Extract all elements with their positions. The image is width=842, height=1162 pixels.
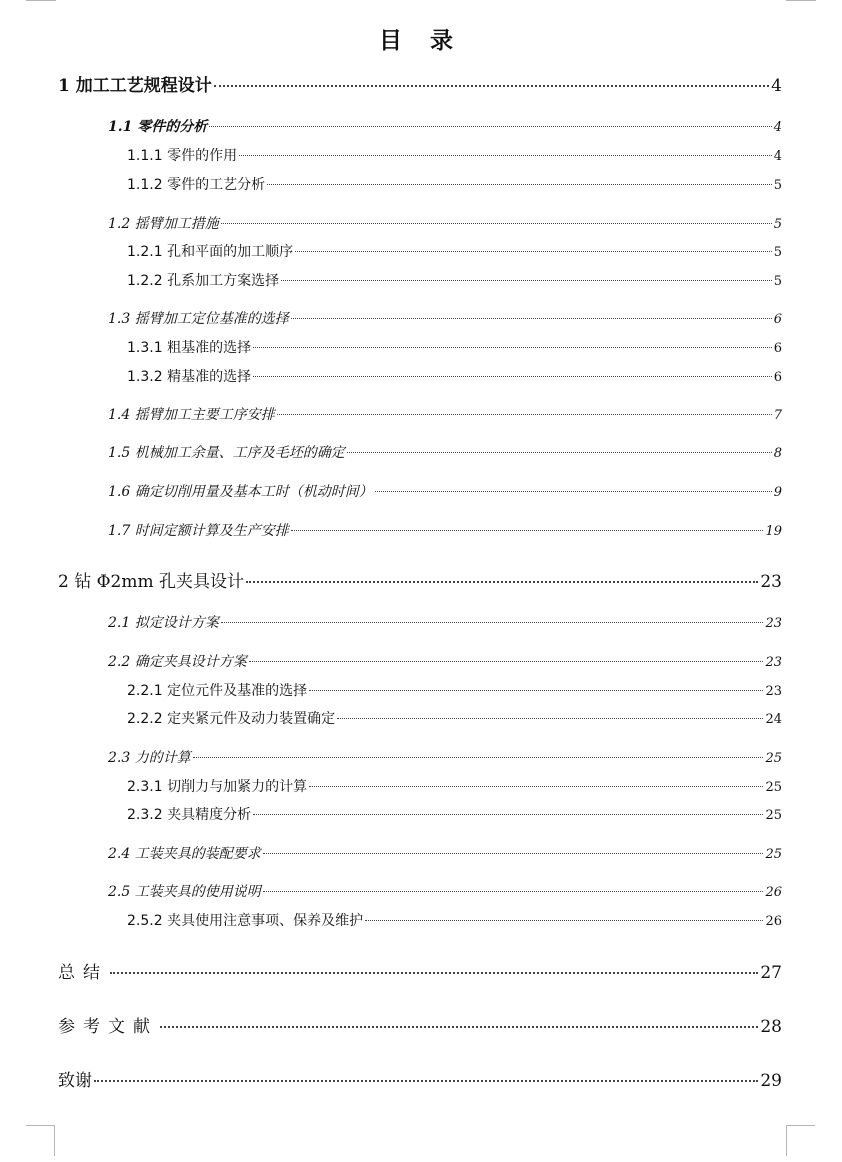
- toc-entry: [127, 145, 782, 165]
- crop-mark-bottom-left: [26, 1125, 55, 1156]
- dot-leader: [281, 280, 772, 281]
- dot-leader: [253, 814, 763, 815]
- toc-entry: [58, 567, 782, 592]
- toc-entry-page-number: 5: [773, 178, 782, 193]
- dot-leader: [309, 690, 763, 691]
- dot-leader: [267, 184, 772, 185]
- dot-leader: [309, 786, 763, 787]
- toc-entry: [108, 651, 782, 671]
- dot-leader: [347, 452, 772, 453]
- toc-entry-label: 2.3.2 夹具精度分析: [127, 807, 252, 823]
- toc-entry: [58, 71, 782, 96]
- toc-entry: [127, 337, 782, 357]
- toc-entry-page-number: 23: [760, 572, 782, 592]
- dot-leader: [291, 530, 764, 531]
- toc-entry-page-number: 9: [773, 485, 782, 500]
- toc-entry-label: 2.5.2 夹具使用注意事项、保养及维护: [127, 913, 364, 929]
- toc-entry: [127, 241, 782, 261]
- toc-entry-label: 总结: [58, 963, 108, 983]
- dot-leader: [246, 581, 758, 583]
- toc-entry: [127, 776, 782, 796]
- toc-entry-label: 2.5 工装夹具的使用说明: [108, 884, 261, 900]
- toc-entry-label: 1.2.2 孔系加工方案选择: [127, 273, 280, 289]
- toc-entry: [127, 910, 782, 930]
- dot-leader: [221, 223, 772, 224]
- dot-leader: [365, 920, 763, 921]
- dot-leader: [249, 661, 764, 662]
- toc-entry-label: 1.3.1 粗基准的选择: [127, 340, 252, 356]
- dot-leader: [295, 251, 772, 252]
- toc-entry: [127, 270, 782, 290]
- dot-leader: [110, 972, 758, 974]
- toc-entry-label: 1.1.1 零件的作用: [127, 148, 238, 164]
- toc-entry: [108, 481, 782, 501]
- toc-entry: [108, 308, 782, 328]
- toc-entry-page-number: 25: [765, 847, 782, 862]
- toc-entry: [127, 680, 782, 700]
- dot-leader: [253, 376, 772, 377]
- toc-entry-label: 致谢: [58, 1071, 92, 1091]
- toc-entry: [108, 881, 782, 901]
- toc-entry-page-number: 4: [771, 76, 782, 96]
- toc-entry-page-number: 25: [765, 780, 782, 795]
- crop-mark-top-left: [26, 0, 56, 3]
- toc-entry-page-number: 27: [760, 963, 782, 983]
- toc-entry-page-number: 5: [773, 274, 782, 289]
- toc-entry-page-number: 5: [773, 217, 782, 232]
- toc-entry: [127, 174, 782, 194]
- toc-entry-label: 1.1 零件的分析: [108, 119, 208, 135]
- dot-leader: [263, 891, 764, 892]
- toc-entry-page-number: 26: [765, 914, 782, 929]
- toc-entry: [108, 843, 782, 863]
- dot-leader: [253, 347, 772, 348]
- toc-entry-page-number: 6: [773, 370, 782, 385]
- dot-leader: [239, 155, 772, 156]
- toc-entry-label: 1.3 摇臂加工定位基准的选择: [108, 311, 289, 327]
- dot-leader: [214, 85, 769, 87]
- toc-entry: [58, 958, 782, 983]
- toc-entry-page-number: 6: [773, 341, 782, 356]
- toc-entry: [108, 404, 782, 424]
- dot-leader: [221, 622, 764, 623]
- toc-entry-label: 2.2.1 定位元件及基准的选择: [127, 683, 308, 699]
- crop-mark-top-right: [786, 0, 816, 3]
- toc-entry-label: 1.4 摇臂加工主要工序安排: [108, 407, 275, 423]
- dot-leader: [277, 414, 772, 415]
- toc-entry-page-number: 26: [765, 885, 782, 900]
- dot-leader: [94, 1080, 758, 1082]
- dot-leader: [291, 318, 772, 319]
- toc-entry-page-number: 25: [765, 751, 782, 766]
- toc-entry-label: 1.2.1 孔和平面的加工顺序: [127, 244, 294, 260]
- toc-entry-label: 1.2 摇臂加工措施: [108, 216, 219, 232]
- toc-entry-page-number: 8: [773, 446, 782, 461]
- toc-entry: [127, 708, 782, 728]
- toc-entry-page-number: 4: [773, 120, 782, 135]
- dot-leader: [375, 491, 772, 492]
- toc-entry: [108, 442, 782, 462]
- toc-entry-label: 1 加工工艺规程设计: [58, 76, 212, 96]
- toc-entry-label: 2.2 确定夹具设计方案: [108, 654, 247, 670]
- toc-entry-label: 2 钻 Φ2mm 孔夹具设计: [58, 572, 245, 592]
- toc-entry: [108, 612, 782, 632]
- toc-entry-page-number: 23: [765, 616, 782, 631]
- toc-entry-label: 参考文献: [58, 1017, 158, 1037]
- toc-entry: [127, 366, 782, 386]
- toc-entry: [108, 520, 782, 540]
- dot-leader: [193, 757, 764, 758]
- toc-entry-label: 2.4 工装夹具的装配要求: [108, 846, 261, 862]
- toc-entry: [58, 1066, 782, 1091]
- toc-entry-page-number: 7: [773, 408, 782, 423]
- toc-entry-label: 1.5 机械加工余量、工序及毛坯的确定: [108, 445, 345, 461]
- toc-entry-page-number: 23: [765, 684, 782, 699]
- toc-entry-page-number: 24: [765, 712, 782, 727]
- toc-entry-label: 1.6 确定切削用量及基本工时（机动时间）: [108, 484, 373, 500]
- dot-leader: [263, 853, 764, 854]
- toc-entry-page-number: 23: [765, 655, 782, 670]
- toc-entry: [58, 1012, 782, 1037]
- toc-entry-label: 2.3 力的计算: [108, 750, 191, 766]
- toc-title: 目 录: [378, 27, 463, 54]
- toc-entry-page-number: 6: [773, 312, 782, 327]
- toc-entry-label: 2.2.2 定夹紧元件及动力装置确定: [127, 711, 336, 727]
- toc-entry-page-number: 25: [765, 808, 782, 823]
- dot-leader: [160, 1026, 758, 1028]
- toc-entry-label: 1.7 时间定额计算及生产安排: [108, 523, 289, 539]
- toc-entry-label: 2.3.1 切削力与加紧力的计算: [127, 779, 308, 795]
- toc-entry-label: 1.1.2 零件的工艺分析: [127, 177, 266, 193]
- toc-entry: [127, 804, 782, 824]
- toc-entry: [108, 747, 782, 767]
- toc-entry-page-number: 5: [773, 245, 782, 260]
- toc-entry-page-number: 4: [773, 149, 782, 164]
- dot-leader: [337, 718, 763, 719]
- toc-entry-page-number: 29: [760, 1071, 782, 1091]
- toc-entry: [108, 213, 782, 233]
- toc-entry-label: 2.1 拟定设计方案: [108, 615, 219, 631]
- dot-leader: [209, 126, 771, 127]
- toc-entry-label: 1.3.2 精基准的选择: [127, 369, 252, 385]
- crop-mark-bottom-right: [786, 1125, 815, 1156]
- toc-entry-page-number: 28: [760, 1017, 782, 1037]
- toc-entry: [108, 116, 782, 136]
- toc-entry-page-number: 19: [765, 524, 782, 539]
